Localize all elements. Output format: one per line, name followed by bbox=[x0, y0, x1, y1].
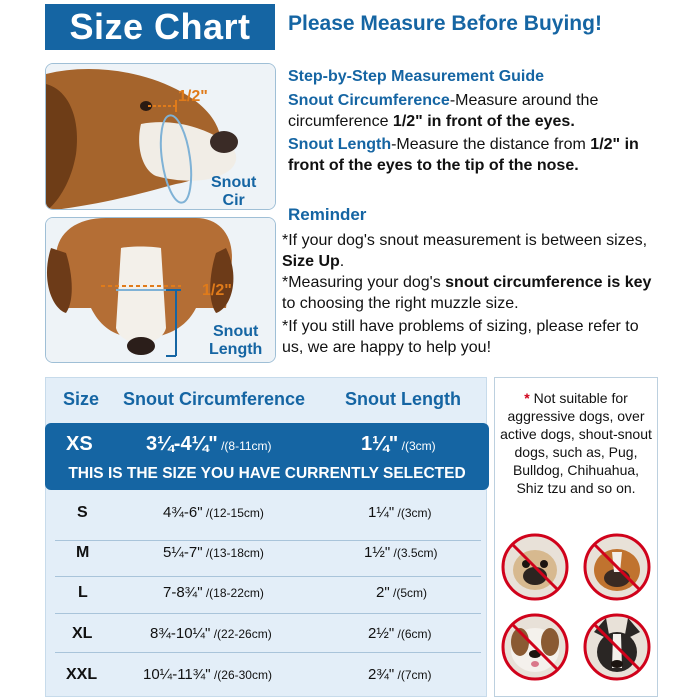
row-divider bbox=[55, 652, 481, 653]
row-divider bbox=[55, 540, 481, 541]
row-length-xl-metric: /(6cm) bbox=[394, 627, 432, 641]
half-inch-label-top: 1/2" bbox=[202, 282, 232, 299]
row-length-s-metric: /(3cm) bbox=[394, 506, 432, 520]
row-circ-xxl-metric: /(26-30cm) bbox=[210, 668, 272, 682]
reminder-1-bold: Size Up bbox=[282, 253, 340, 270]
row-length-xxl-metric: /(7cm) bbox=[394, 668, 432, 682]
row-length-s bbox=[368, 504, 432, 521]
row-length-xl-inch: 2½" bbox=[368, 625, 395, 642]
no-chihuahua-icon bbox=[582, 612, 652, 682]
len-bold: 1/2" in front of the eyes to the tip of the nose. bbox=[288, 136, 639, 174]
reminder-1 bbox=[282, 230, 652, 272]
len-term: Snout Length bbox=[288, 136, 392, 153]
row-circ-xxl bbox=[143, 666, 272, 683]
row-size-xl: XL bbox=[72, 625, 93, 642]
selected-size: XS bbox=[66, 433, 93, 455]
size-chart-title: Size Chart bbox=[45, 4, 275, 50]
snout-length-label bbox=[209, 323, 262, 359]
row-circ-l bbox=[163, 584, 264, 601]
row-circ-l-metric: /(18-22cm) bbox=[202, 586, 264, 600]
row-length-xxl bbox=[368, 666, 432, 683]
row-size-xxl: XXL bbox=[66, 666, 98, 683]
row-size-s: S bbox=[77, 504, 88, 521]
row-circ-m-inch: 5¼-7" bbox=[163, 544, 203, 561]
reminder-1-end: . bbox=[339, 253, 345, 270]
selected-size-note: THIS IS THE SIZE YOU HAVE CURRENTLY SELECTED bbox=[68, 465, 466, 482]
guide-title: Step-by-Step Measurement Guide bbox=[288, 68, 545, 85]
snout-circumference-photo bbox=[45, 63, 276, 210]
selected-length-metric: /(3cm) bbox=[398, 439, 436, 453]
row-circ-s bbox=[163, 504, 264, 521]
snout-cir-label-line2: Cir bbox=[222, 192, 245, 209]
circ-text: -Measure around the circumference bbox=[288, 92, 599, 130]
snout-length-photo bbox=[45, 217, 276, 363]
snout-cir-label-line1: Snout bbox=[211, 174, 257, 191]
warning-star: * bbox=[524, 390, 530, 406]
row-divider bbox=[55, 576, 481, 577]
reminder-2-text: *Measuring your dog's bbox=[282, 274, 446, 291]
row-length-m-metric: /(3.5cm) bbox=[390, 546, 438, 560]
no-pug-icon bbox=[500, 532, 570, 602]
circ-term: Snout Circumference bbox=[288, 92, 450, 109]
selected-circ-inch: 3¼-4¼" bbox=[146, 433, 218, 455]
headline: Please Measure Before Buying! bbox=[288, 12, 602, 35]
warning-text bbox=[498, 389, 654, 497]
row-circ-s-inch: 4¾-6" bbox=[163, 504, 203, 521]
row-size-m: M bbox=[76, 544, 90, 561]
selected-circumference bbox=[146, 433, 272, 456]
row-length-m-inch: 1½" bbox=[364, 544, 391, 561]
row-circ-l-inch: 7-8¾" bbox=[163, 584, 203, 601]
snout-length-label-line2: Length bbox=[209, 341, 263, 358]
row-circ-m bbox=[163, 544, 264, 561]
header-snout-length: Snout Length bbox=[345, 389, 461, 409]
row-length-xxl-inch: 2¾" bbox=[368, 666, 395, 683]
circ-bold: 1/2" in front of the eyes. bbox=[392, 113, 575, 130]
warning-body: Not suitable for aggressive dogs, over active dogs, shout-snout dogs, such as, Pug, Bulldog, Chihuahua, Shiz tzu and so on. bbox=[500, 390, 652, 496]
reminder-2-end: to choosing the right muzzle size. bbox=[282, 295, 519, 312]
reminder-3: *If you still have problems of sizing, please refer to us, we are happy to help you! bbox=[282, 318, 639, 356]
reminder-2 bbox=[282, 272, 652, 314]
header-size: Size bbox=[63, 389, 100, 409]
row-length-l-metric: /(5cm) bbox=[389, 586, 428, 600]
header-snout-circumference: Snout Circumference bbox=[123, 389, 306, 409]
reminder-title: Reminder bbox=[288, 205, 367, 224]
no-bulldog-icon bbox=[582, 532, 652, 602]
row-circ-xl-metric: /(22-26cm) bbox=[210, 627, 272, 641]
guide-length bbox=[288, 134, 658, 176]
row-length-l-inch: 2" bbox=[376, 584, 390, 601]
no-shih-tzu-icon bbox=[500, 612, 570, 682]
reminder-1-text: *If your dog's snout measurement is between sizes, bbox=[282, 232, 648, 249]
reminder-2-bold: snout circumference is key bbox=[445, 274, 652, 291]
row-circ-s-metric: /(12-15cm) bbox=[202, 506, 264, 520]
row-length-m bbox=[364, 544, 438, 561]
selected-circ-metric: /(8-11cm) bbox=[217, 439, 272, 453]
row-divider bbox=[55, 613, 481, 614]
len-text: -Measure the distance from bbox=[391, 136, 591, 153]
row-size-l: L bbox=[78, 584, 88, 601]
snout-length-label-line1: Snout bbox=[213, 323, 259, 340]
selected-length bbox=[361, 433, 436, 456]
row-circ-m-metric: /(13-18cm) bbox=[202, 546, 264, 560]
row-length-s-inch: 1¼" bbox=[368, 504, 395, 521]
row-circ-xl-inch: 8¾-10¼" bbox=[150, 625, 211, 642]
selected-length-inch: 1¼" bbox=[361, 433, 399, 455]
guide-circumference bbox=[288, 90, 658, 132]
row-circ-xxl-inch: 10¼-11¾" bbox=[143, 666, 211, 683]
snout-cir-label bbox=[211, 174, 256, 210]
row-circ-xl bbox=[150, 625, 272, 642]
half-inch-label: 1/2" bbox=[178, 88, 208, 105]
row-length-xl bbox=[368, 625, 432, 642]
row-length-l bbox=[376, 584, 427, 601]
